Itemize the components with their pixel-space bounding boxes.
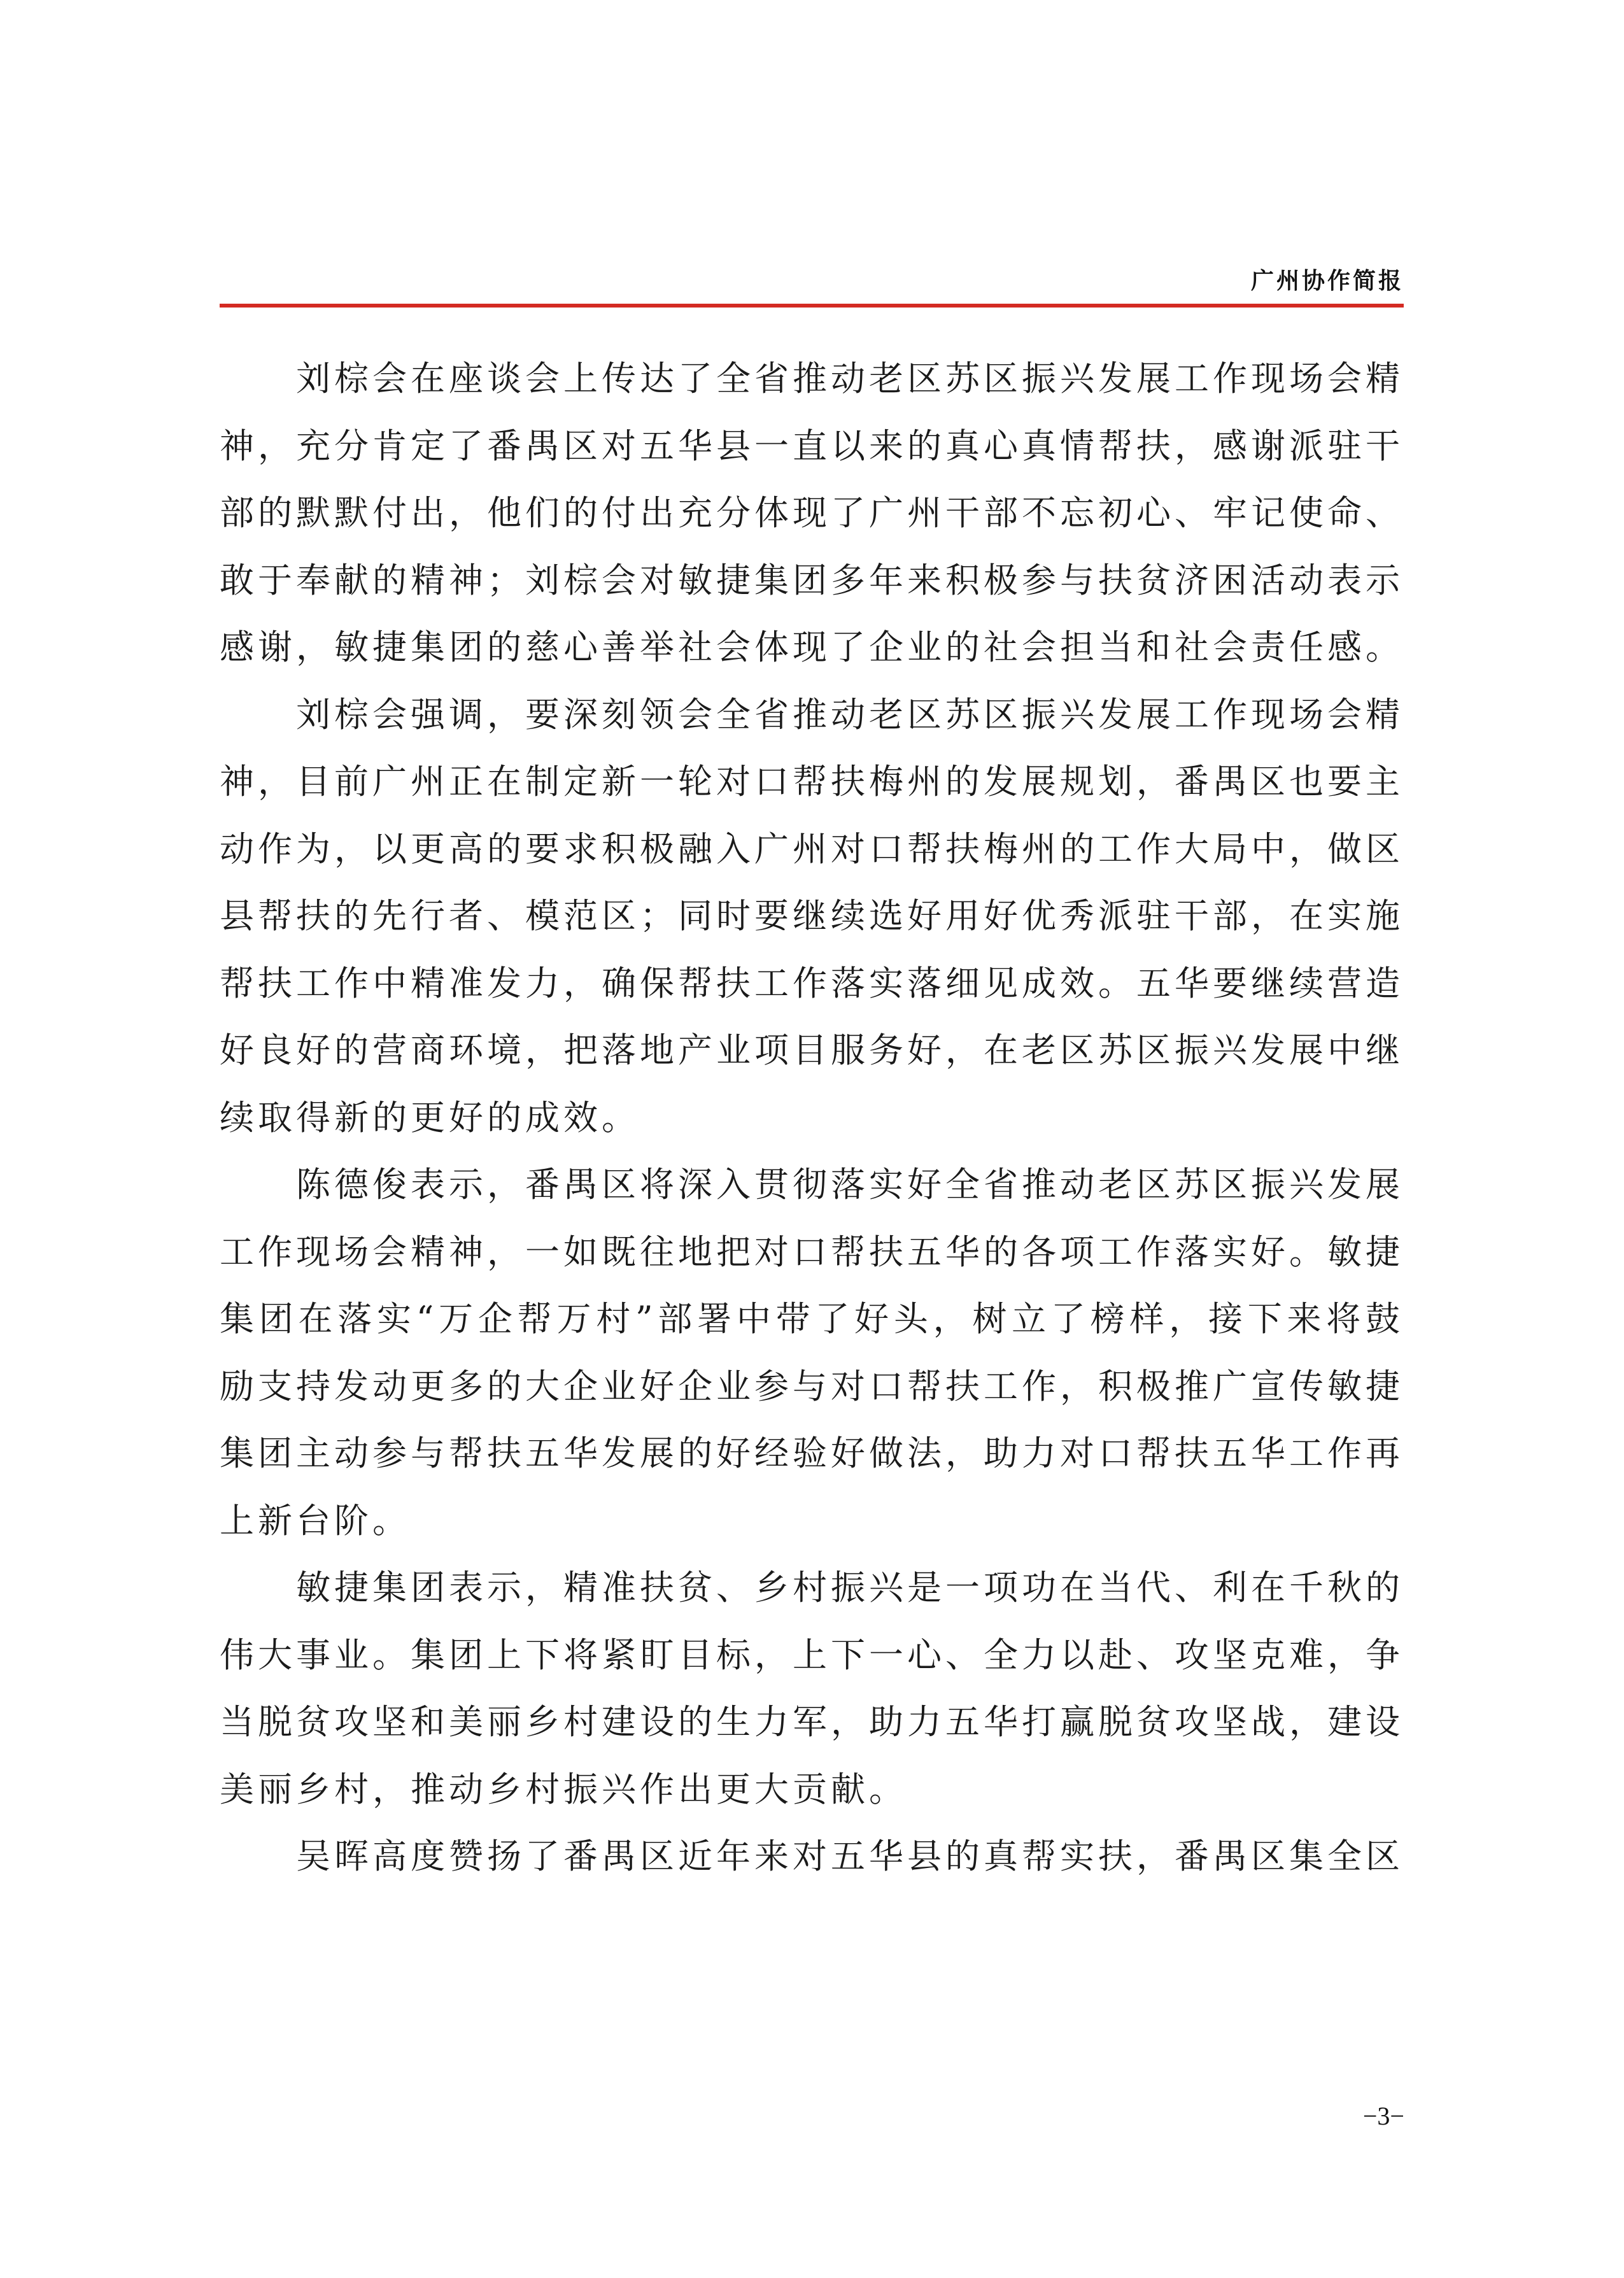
article-body [220,345,1404,1890]
header-divider [220,304,1404,308]
paragraph: 吴晖高度赞扬了番禺区近年来对五华县的真帮实扶，番禺区集全区 [296,1836,1404,1876]
paragraph: 刘棕会在座谈会上传达了全省推动老区苏区振兴发展工作现场会精神，充分肯定了番禺区对五华县一直以来的真心真情帮扶，感谢派驻干部的默默付出，他们的付出充分体现了广州干部不忘初心、牢记使命、敢于奉献的精神；刘棕会对敏捷集团多年来积极参与扶贫济困活动表示感谢，敏捷集团的慈心善举社会体现了企业的社会担当和社会责任感。 [220,358,1404,667]
paragraph: 刘棕会强调，要深刻领会全省推动老区苏区振兴发展工作现场会精神，目前广州正在制定新一轮对口帮扶梅州的发展规划，番禺区也要主动作为，以更高的要求积极融入广州对口帮扶梅州的工作大局中，做区县帮扶的先行者、模范区；同时要继续选好用好优秀派驻干部，在实施帮扶工作中精准发力，确保帮扶工作落实落细见成效。五华要继续营造好良好的营商环境，把落地产业项目服务好，在老区苏区振兴发展中继续取得新的更好的成效。 [220,694,1404,1138]
newsletter-title: 广州协作简报 [1250,267,1404,294]
paragraph: 敏捷集团表示，精准扶贫、乡村振兴是一项功在当代、利在千秋的伟大事业。集团上下将紧盯目标，上下一心、全力以赴、攻坚克难，争当脱贫攻坚和美丽乡村建设的生力军，助力五华打赢脱贫攻坚战，建设美丽乡村，推动乡村振兴作出更大贡献。 [220,1567,1404,1809]
page-number: −3− [1362,2102,1404,2130]
page-header [220,258,1404,309]
paragraph: 陈德俊表示，番禺区将深入贯彻落实好全省推动老区苏区振兴发展工作现场会精神，一如既往地把对口帮扶五华的各项工作落实好。敏捷集团在落实“万企帮万村”部署中带了好头，树立了榜样，接下来将鼓励支持发动更多的大企业好企业参与对口帮扶工作，积极推广宣传敏捷集团主动参与帮扶五华发展的好经验好做法，助力对口帮扶五华工作再上新台阶。 [220,1164,1404,1541]
